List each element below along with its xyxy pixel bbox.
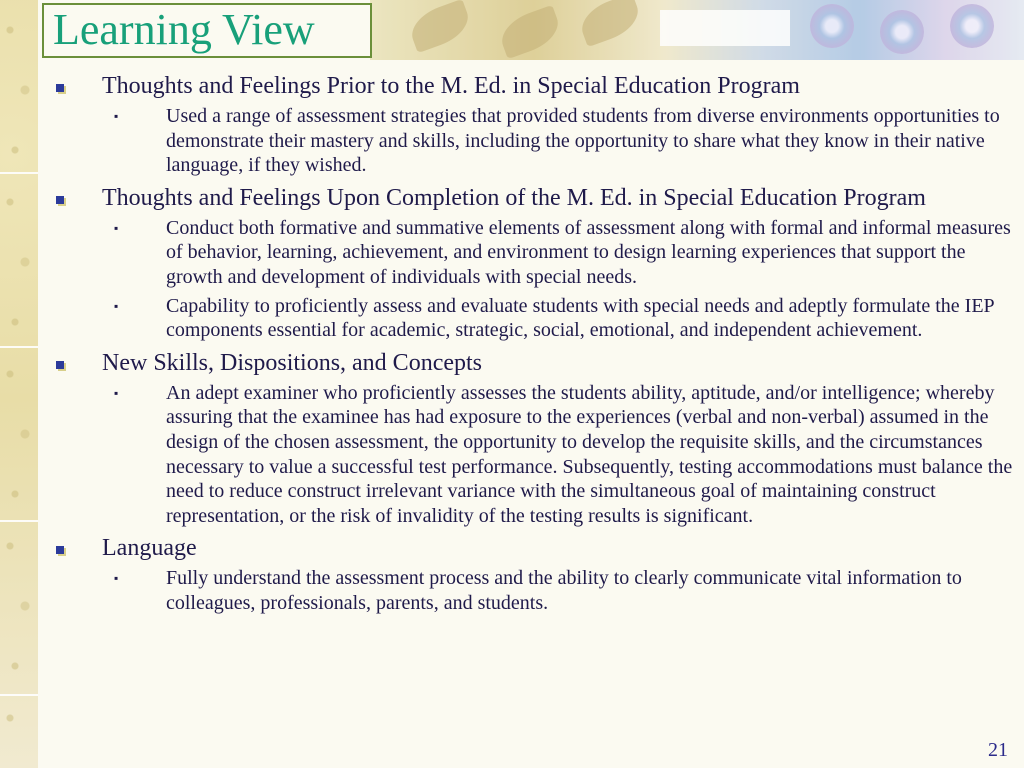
square-bullet-icon xyxy=(56,361,64,369)
flower-decoration xyxy=(810,4,854,48)
section-heading-text: Thoughts and Feelings Upon Completion of the M. Ed. in Special Education Program xyxy=(102,184,926,211)
section-heading xyxy=(50,349,1015,377)
section-heading-text: New Skills, Dispositions, and Concepts xyxy=(102,349,483,376)
square-bullet-icon xyxy=(56,196,64,204)
list-item xyxy=(50,566,1015,615)
leaf-decoration xyxy=(406,0,475,53)
section-heading xyxy=(50,184,1015,212)
small-square-bullet-icon: ▪ xyxy=(114,298,119,313)
section-new-skills xyxy=(50,349,1015,529)
left-decorative-strip xyxy=(0,0,38,768)
leaf-decoration xyxy=(496,5,565,59)
square-bullet-icon xyxy=(56,546,64,554)
list-item xyxy=(50,216,1015,290)
slide-title: Learning View xyxy=(53,5,315,54)
top-decorative-banner xyxy=(370,0,1024,60)
flower-decoration xyxy=(950,4,994,48)
list-item xyxy=(50,381,1015,529)
section-completion xyxy=(50,184,1015,343)
slide-content xyxy=(50,72,1015,622)
section-heading xyxy=(50,534,1015,562)
small-square-bullet-icon: ▪ xyxy=(114,571,119,586)
page-number: 21 xyxy=(988,739,1008,761)
list-item-text: An adept examiner who proficiently assesses the students ability, aptitude, and/or intelligence; whereby assuring that the examinee has had exposure to the experiences (verbal and non-verbal) assumed in the design of the chosen assessment, the opportunity to develop the requisite skills, and the circumstances necessary to value a successful test performance. Subsequently, testing accommodations must balance the need to reduce construct irrelevant variance with the simultaneous goal of maintaining construct representation, or the risk of invalidity of the testing results is significant. xyxy=(166,381,1013,527)
list-item-text: Capability to proficiently assess and evaluate students with special needs and adeptly formulate the IEP components essential for academic, strategic, social, emotional, and independent achievement. xyxy=(166,294,994,342)
list-item xyxy=(50,104,1015,178)
section-heading-text: Language xyxy=(102,535,197,562)
list-item-text: Fully understand the assessment process and the ability to clearly communicate vital information to colleagues, professionals, parents, and students. xyxy=(166,567,962,614)
leaf-decoration xyxy=(576,0,645,47)
section-heading-text: Thoughts and Feelings Prior to the M. Ed. in Special Education Program xyxy=(102,73,800,99)
section-prior xyxy=(50,72,1015,178)
list-item-text: Used a range of assessment strategies that provided students from diverse environments opportunities to demonstrate their mastery and skills, including the opportunity to share what they know in their native language, if they wished. xyxy=(166,105,1000,177)
section-language xyxy=(50,534,1015,615)
square-bullet-icon xyxy=(56,84,64,92)
section-heading xyxy=(50,72,1015,100)
flower-decoration xyxy=(880,10,924,54)
small-square-bullet-icon: ▪ xyxy=(114,220,119,235)
list-item-text: Conduct both formative and summative elements of assessment along with formal and informal measures of behavior, learning, achievement, and environment to design learning experiences that support the growth and development of individuals with special needs. xyxy=(166,216,1011,288)
small-square-bullet-icon: ▪ xyxy=(114,385,119,400)
list-item xyxy=(50,294,1015,343)
small-square-bullet-icon: ▪ xyxy=(114,109,119,123)
banner-panel xyxy=(660,10,790,46)
